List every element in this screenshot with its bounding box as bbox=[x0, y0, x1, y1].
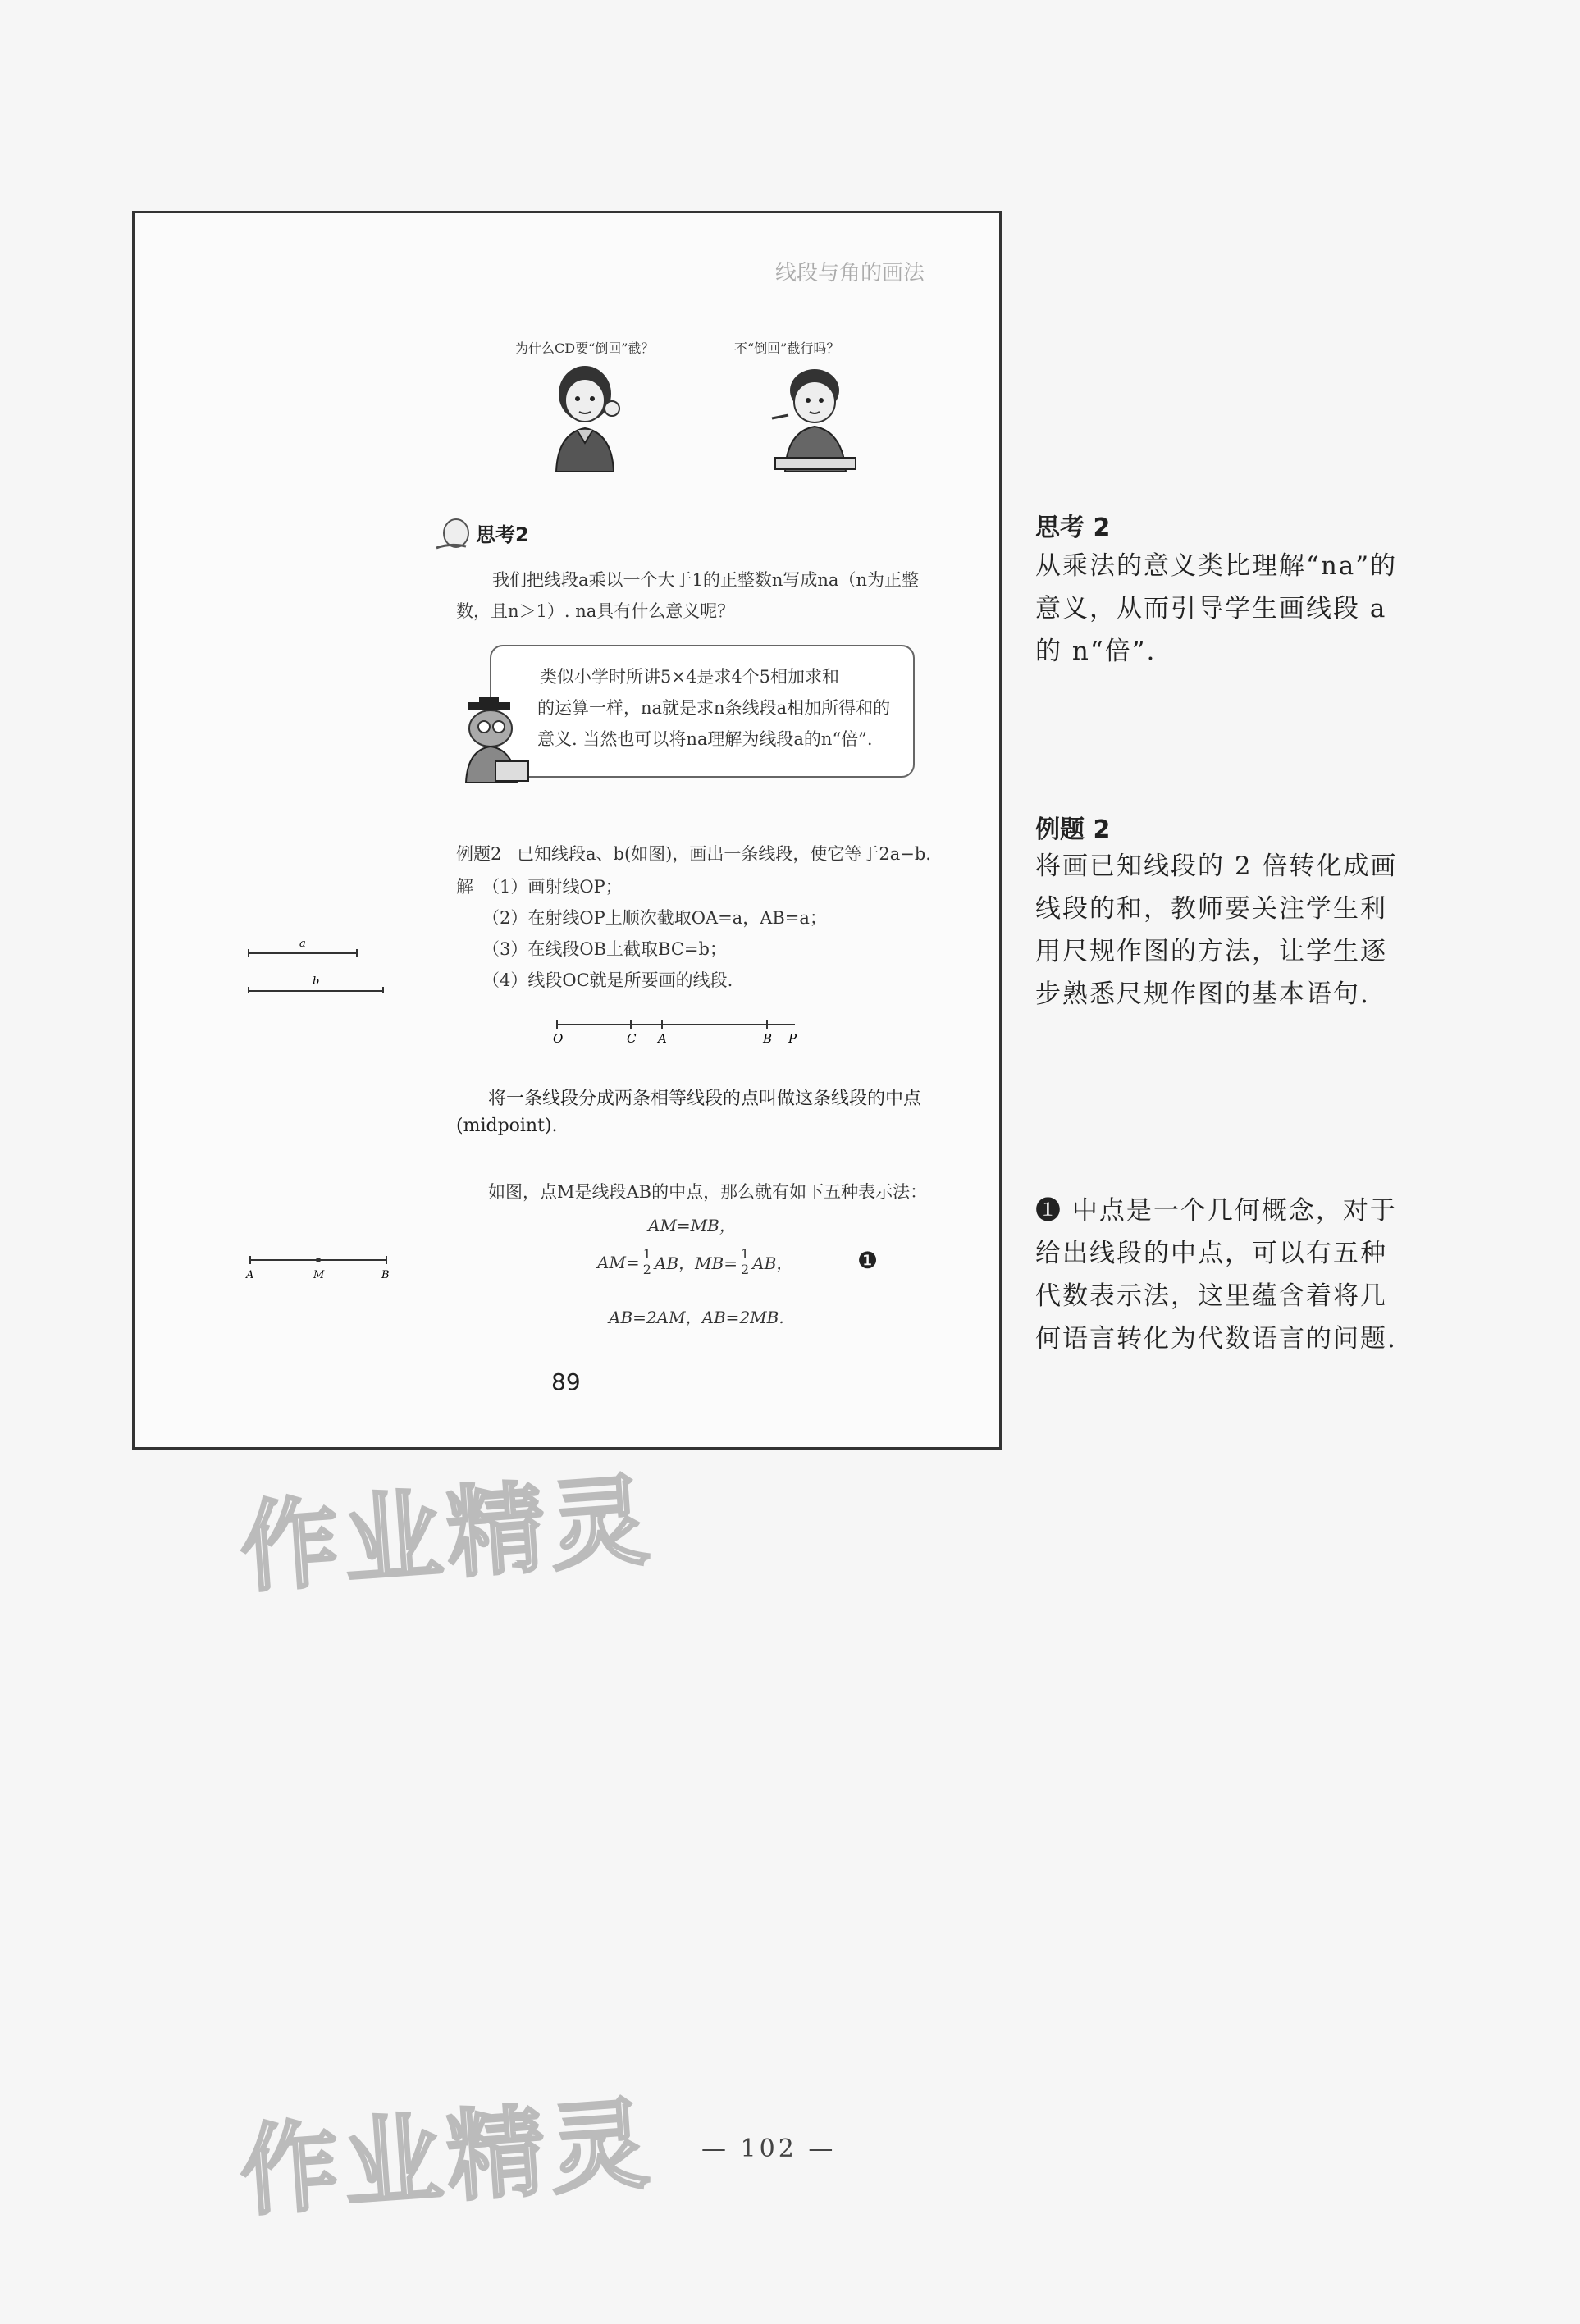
note-midpoint-line: 给出线段的中点，可以有五种 bbox=[1035, 1239, 1387, 1268]
note-example-line: 线段的和，教师要关注学生利 bbox=[1035, 894, 1387, 924]
step-2: （2）在射线OP上顺次截取OA=a，AB=a； bbox=[482, 908, 827, 928]
ray-figure bbox=[546, 1013, 808, 1046]
ray-label-b: B bbox=[763, 1031, 773, 1046]
inner-page-number: 89 bbox=[551, 1368, 581, 1395]
marker-inner: ❶ bbox=[857, 1247, 879, 1274]
tip-line-1: 类似小学时所讲5×4是求4个5相加求和 bbox=[540, 667, 840, 687]
note-marker: ❶ bbox=[1035, 1196, 1062, 1226]
outer-page-number: — 102 — bbox=[701, 2135, 837, 2163]
ray-label-c: C bbox=[627, 1031, 637, 1046]
note-midpoint-line: 何语言转化为代数语言的问题. bbox=[1035, 1324, 1397, 1354]
think-icon bbox=[433, 517, 474, 551]
midpoint-def-1: 将一条线段分成两条相等线段的点叫做这条线段的中点 bbox=[488, 1089, 922, 1109]
ray-label-p: P bbox=[788, 1031, 797, 1046]
step-3: （3）在线段OB上截取BC=b； bbox=[482, 939, 727, 959]
given-segments-figure bbox=[242, 935, 390, 993]
tip-line-3: 意义. 当然也可以将na理解为线段a的n“倍”. bbox=[537, 729, 873, 749]
example-text: 已知线段a、b(如图)，画出一条线段，使它等于2a−b. bbox=[517, 844, 931, 864]
mid-label-m: M bbox=[313, 1269, 325, 1281]
fraction-1 bbox=[642, 1247, 653, 1277]
example-title: 例题2 bbox=[456, 844, 502, 864]
note-example-line: 步熟悉尺规作图的基本语句. bbox=[1035, 979, 1370, 1009]
boy-illustration bbox=[767, 361, 865, 472]
ray-label-a: A bbox=[658, 1031, 667, 1046]
professor-mascot bbox=[456, 697, 534, 783]
fraction-2-den: 2 bbox=[740, 1262, 750, 1277]
mid-label-b: B bbox=[381, 1269, 390, 1281]
note-think-body bbox=[1035, 545, 1397, 673]
seg-label-a: a bbox=[299, 938, 306, 950]
watermark-bottom: 作业精灵 bbox=[236, 2087, 657, 2230]
bubble-girl: 为什么CD要“倒回”截？ bbox=[515, 340, 655, 356]
note-midpoint-body bbox=[1035, 1189, 1397, 1360]
formula-2-mid: AB，MB= bbox=[654, 1253, 737, 1273]
note-think-line: 意义，从而引导学生画线段 a bbox=[1035, 594, 1387, 623]
formula-3: AB=2AM，AB=2MB. bbox=[609, 1308, 784, 1327]
fraction-2-num: 1 bbox=[740, 1246, 750, 1262]
note-example-heading: 例题 2 bbox=[1035, 815, 1111, 844]
midpoint-intro: 如图，点M是线段AB的中点，那么就有如下五种表示法： bbox=[488, 1182, 928, 1202]
watermark-top: 作业精灵 bbox=[236, 1463, 657, 1607]
think-para-1: 我们把线段a乘以一个大于1的正整数n写成na（n为正整 bbox=[492, 570, 919, 590]
solution-label: 解 bbox=[456, 877, 473, 897]
note-think-heading: 思考 2 bbox=[1035, 514, 1111, 542]
midpoint-figure bbox=[242, 1249, 394, 1281]
note-midpoint-line bbox=[1035, 1189, 1397, 1232]
note-example-line: 将画已知线段的 2 倍转化成画 bbox=[1035, 852, 1398, 881]
mid-label-a: A bbox=[246, 1269, 254, 1281]
fraction-2 bbox=[739, 1247, 751, 1277]
formula-2 bbox=[597, 1247, 792, 1277]
seg-label-b: b bbox=[313, 975, 320, 988]
note-example-line: 用尺规作图的方法，让学生逐 bbox=[1035, 937, 1387, 966]
note-midpoint-text: 中点是一个几何概念，对于 bbox=[1071, 1196, 1397, 1226]
running-header: 线段与角的画法 bbox=[775, 261, 925, 285]
formula-2-right: AB， bbox=[752, 1253, 793, 1273]
ray-label-o: O bbox=[553, 1031, 564, 1046]
fraction-1-den: 2 bbox=[642, 1262, 651, 1277]
think-para-2: 数，且n＞1）. na具有什么意义呢？ bbox=[456, 601, 735, 621]
step-4: （4）线段OC就是所要画的线段. bbox=[482, 970, 733, 990]
note-midpoint-line: 代数表示法，这里蕴含着将几 bbox=[1035, 1281, 1387, 1311]
fraction-1-num: 1 bbox=[642, 1246, 651, 1262]
note-example-body bbox=[1035, 845, 1397, 1016]
girl-illustration bbox=[540, 361, 630, 472]
step-1: （1）画射线OP； bbox=[482, 877, 623, 897]
formula-1: AM=MB， bbox=[648, 1216, 736, 1235]
note-think-line: 从乘法的意义类比理解“na”的 bbox=[1035, 551, 1398, 581]
formula-2-left: AM= bbox=[597, 1252, 640, 1272]
think-title: 思考2 bbox=[476, 523, 529, 546]
tip-line-2: 的运算一样，na就是求n条线段a相加所得和的 bbox=[537, 698, 891, 718]
note-think-line: 的 n“倍”. bbox=[1035, 637, 1157, 666]
midpoint-def-2: (midpoint). bbox=[456, 1116, 558, 1136]
bubble-boy: 不“倒回”截行吗？ bbox=[734, 340, 840, 356]
